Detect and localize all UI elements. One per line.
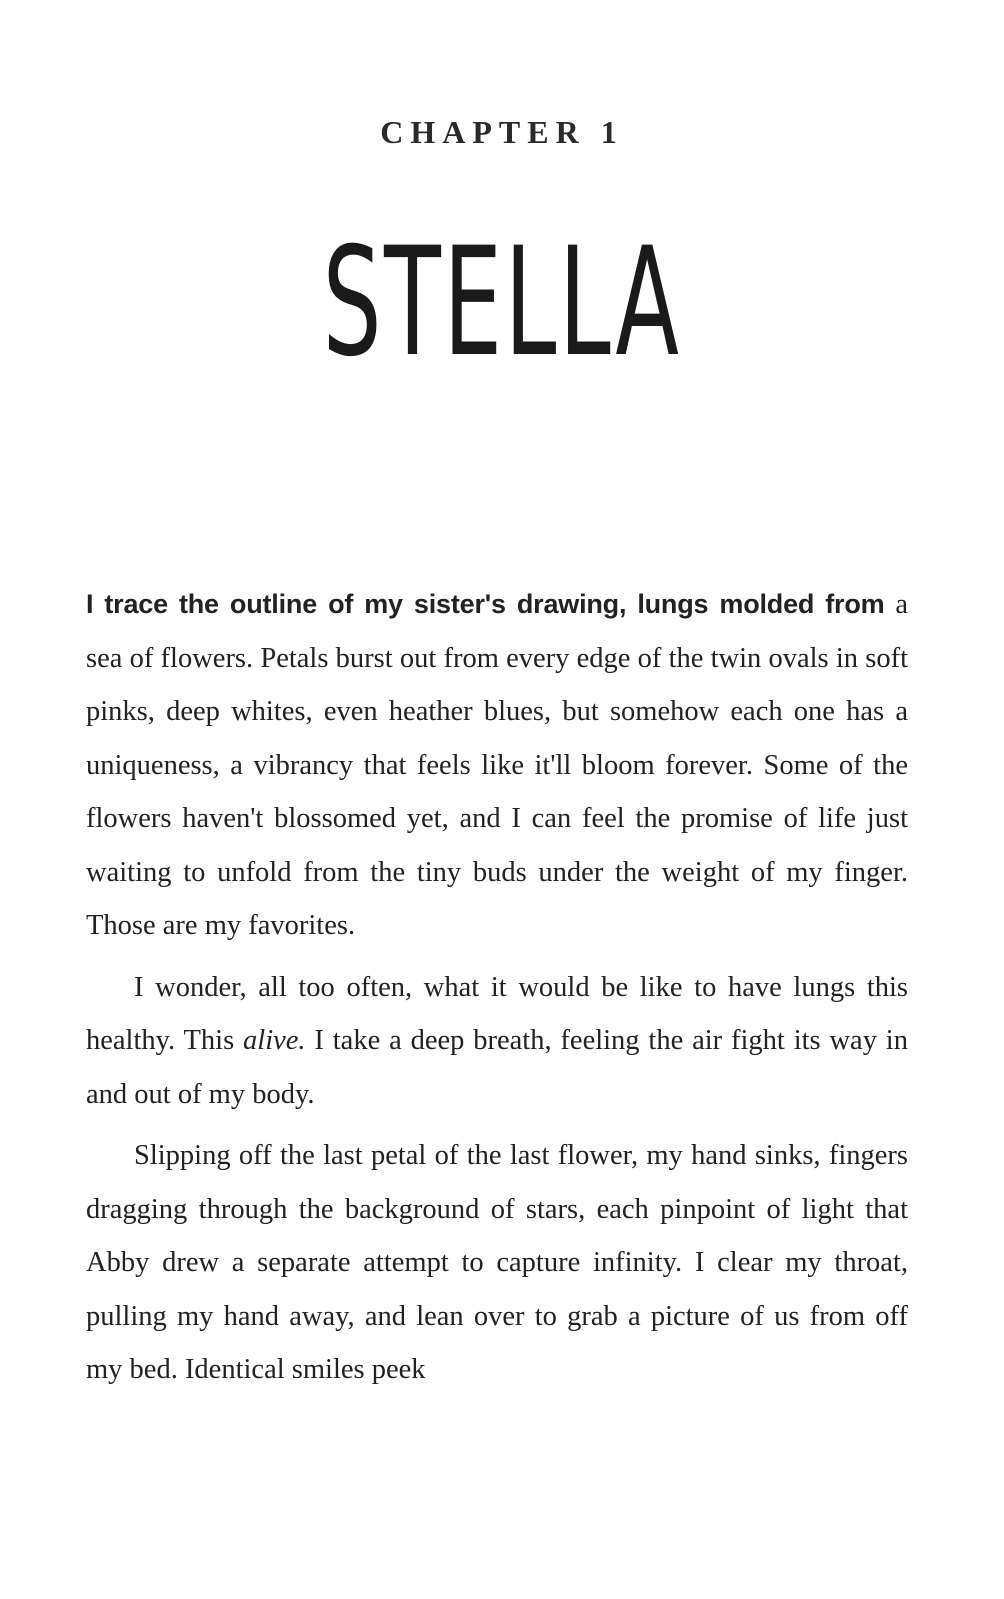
paragraph-text-before: I wonder, all too often, what it would be like to have lungs this healthy. This — [86, 971, 908, 1056]
chapter-label: CHAPTER 1 — [380, 114, 624, 150]
paragraph-text: Slipping off the last petal of the last flower, my hand sinks, fingers dragging through the background of stars, each pinpoint of light that Abby drew a separate attempt to capture infinity. I clear my throat, pulling my hand away, and lean over to grab a picture of us from off my bed. Identical smiles peek — [86, 1140, 908, 1385]
paragraph-text: a sea of flowers. Petals burst out from every edge of the twin ovals in soft pinks, deep whites, even heather blues, but somehow each one has a uniqueness, a vibrancy that feels like it'll bloom forever. Some of the flowers haven't blossomed yet, and I can feel the promise of life just waiting to unfold from the tiny buds under the weight of my finger. Those are my favorites. — [86, 589, 908, 941]
paragraph-lead-in: I trace the outline of my sister's drawing, lungs molded from — [86, 589, 885, 619]
paragraph-text-after: I take a deep breath, feeling the air fight its way in and out of my body. — [86, 1025, 908, 1110]
paragraph-emphasis: alive. — [243, 1025, 306, 1056]
chapter-title: STELLA — [322, 216, 682, 390]
paragraph-3 — [86, 1129, 908, 1397]
chapter-body — [86, 578, 908, 1397]
paragraph-2 — [86, 961, 908, 1122]
paragraph-1 — [86, 578, 908, 953]
